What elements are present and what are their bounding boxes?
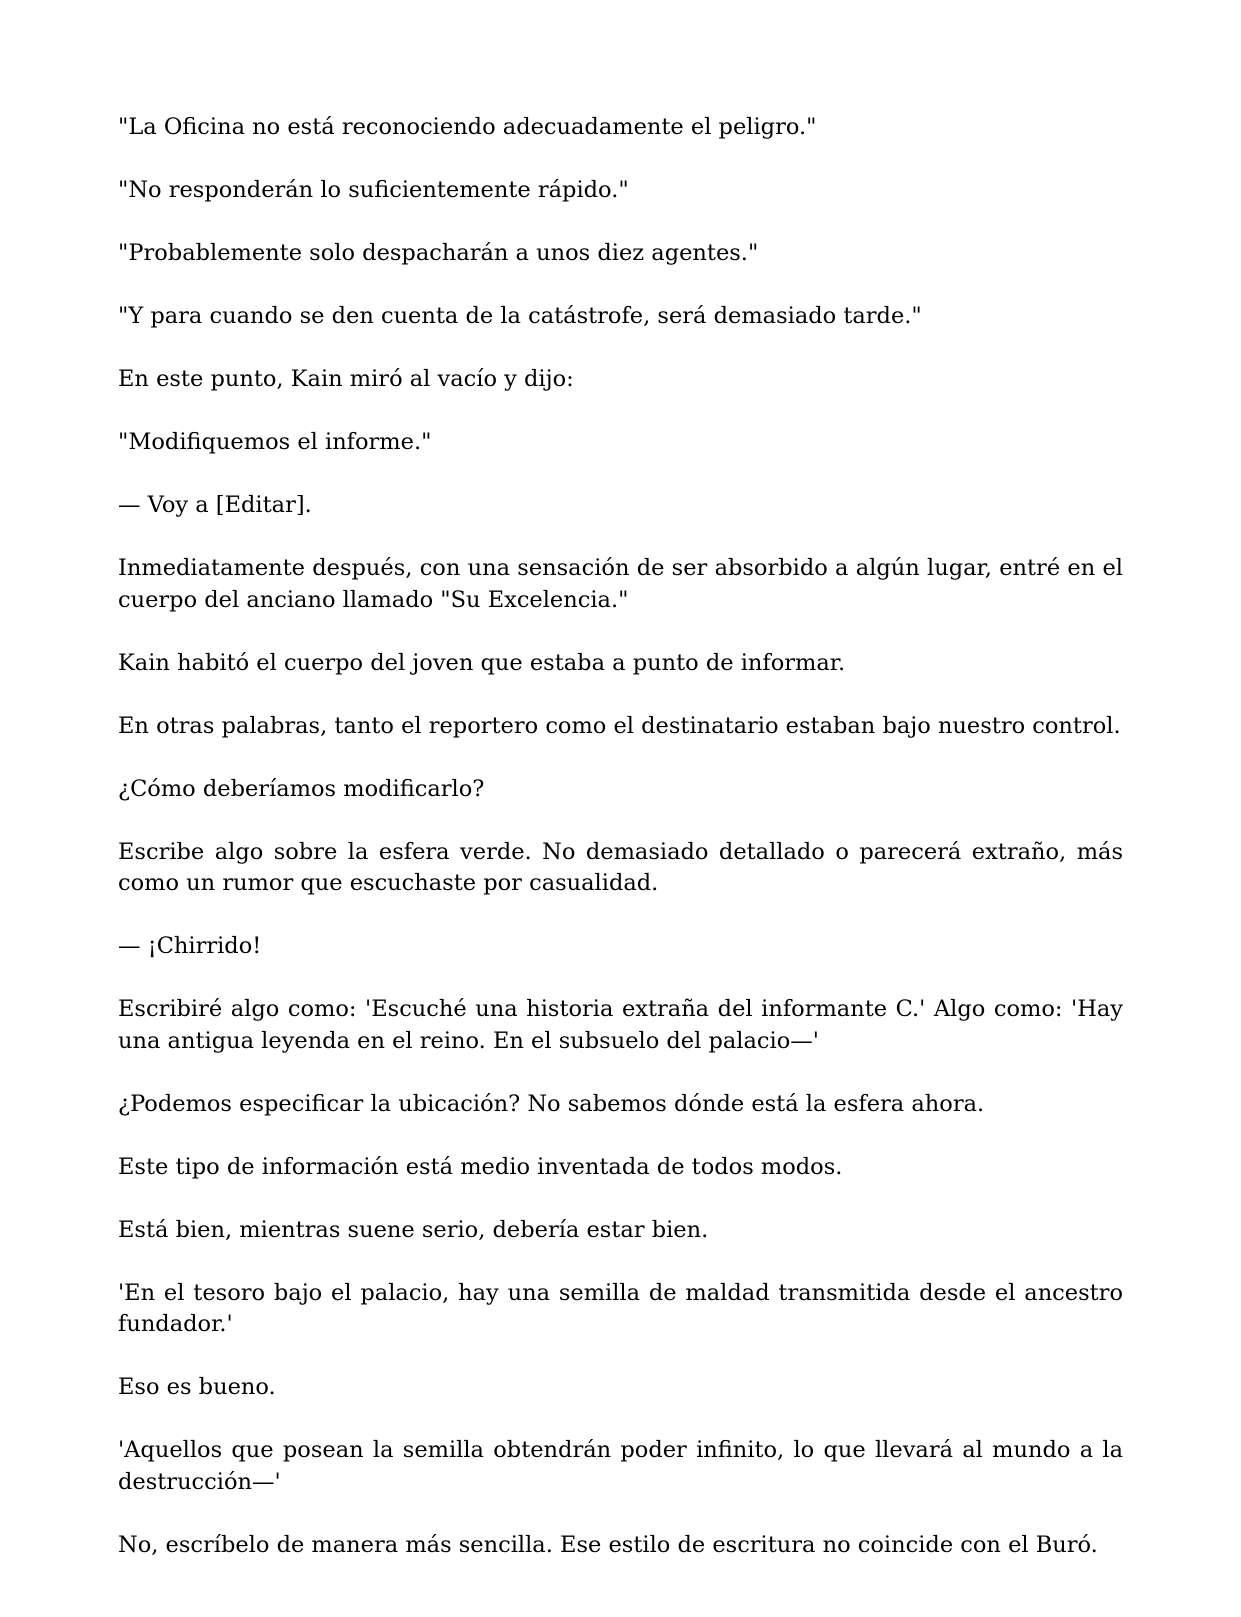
paragraph: Este tipo de información está medio inventada de todos modos. (118, 1153, 843, 1180)
document-body (118, 112, 1123, 1593)
paragraph: No, escríbelo de manera más sencilla. Ese estilo de escritura no coincide con el Buró. (118, 1531, 1098, 1558)
paragraph: Está bien, mientras suene serio, debería estar bien. (118, 1216, 709, 1243)
paragraph: ¿Podemos especificar la ubicación? No sabemos dónde está la esfera ahora. (118, 1090, 985, 1117)
paragraph: ¿Cómo deberíamos modificarlo? (118, 775, 485, 802)
paragraph: Eso es bueno. (118, 1374, 276, 1400)
paragraph: 'Aquellos que posean la semilla obtendrán poder infinito, lo que llevará al mundo a la destrucción—' (118, 1437, 1123, 1495)
paragraph: Escribiré algo como: 'Escuché una historia extraña del informante C.' Algo como: 'Hay una antigua leyenda en el reino. En el subsuelo del palacio—' (118, 996, 1123, 1054)
paragraph: "Y para cuando se den cuenta de la catástrofe, será demasiado tarde." (118, 303, 922, 329)
paragraph: "Modifiquemos el informe." (118, 429, 432, 455)
paragraph: "La Oficina no está reconociendo adecuadamente el peligro." (118, 114, 817, 140)
paragraph: Inmediatamente después, con una sensación de ser absorbido a algún lugar, entré en el cuerpo del anciano llamado "Su Excelencia." (118, 555, 1123, 613)
paragraph: — Voy a [Editar]. (118, 492, 312, 518)
paragraph: — ¡Chirrido! (118, 933, 262, 959)
paragraph: 'En el tesoro bajo el palacio, hay una semilla de maldad transmitida desde el ancestro fundador.' (118, 1279, 1123, 1337)
paragraph: Escribe algo sobre la esfera verde. No demasiado detallado o parecerá extraño, más como un rumor que escuchaste por casualidad. (118, 838, 1123, 896)
paragraph: "Probablemente solo despacharán a unos diez agentes." (118, 240, 759, 266)
paragraph: "No responderán lo suficientemente rápido." (118, 177, 629, 203)
paragraph: En otras palabras, tanto el reportero como el destinatario estaban bajo nuestro control. (118, 712, 1121, 739)
paragraph: En este punto, Kain miró al vacío y dijo: (118, 366, 574, 392)
paragraph: Kain habitó el cuerpo del joven que estaba a punto de informar. (118, 649, 846, 676)
